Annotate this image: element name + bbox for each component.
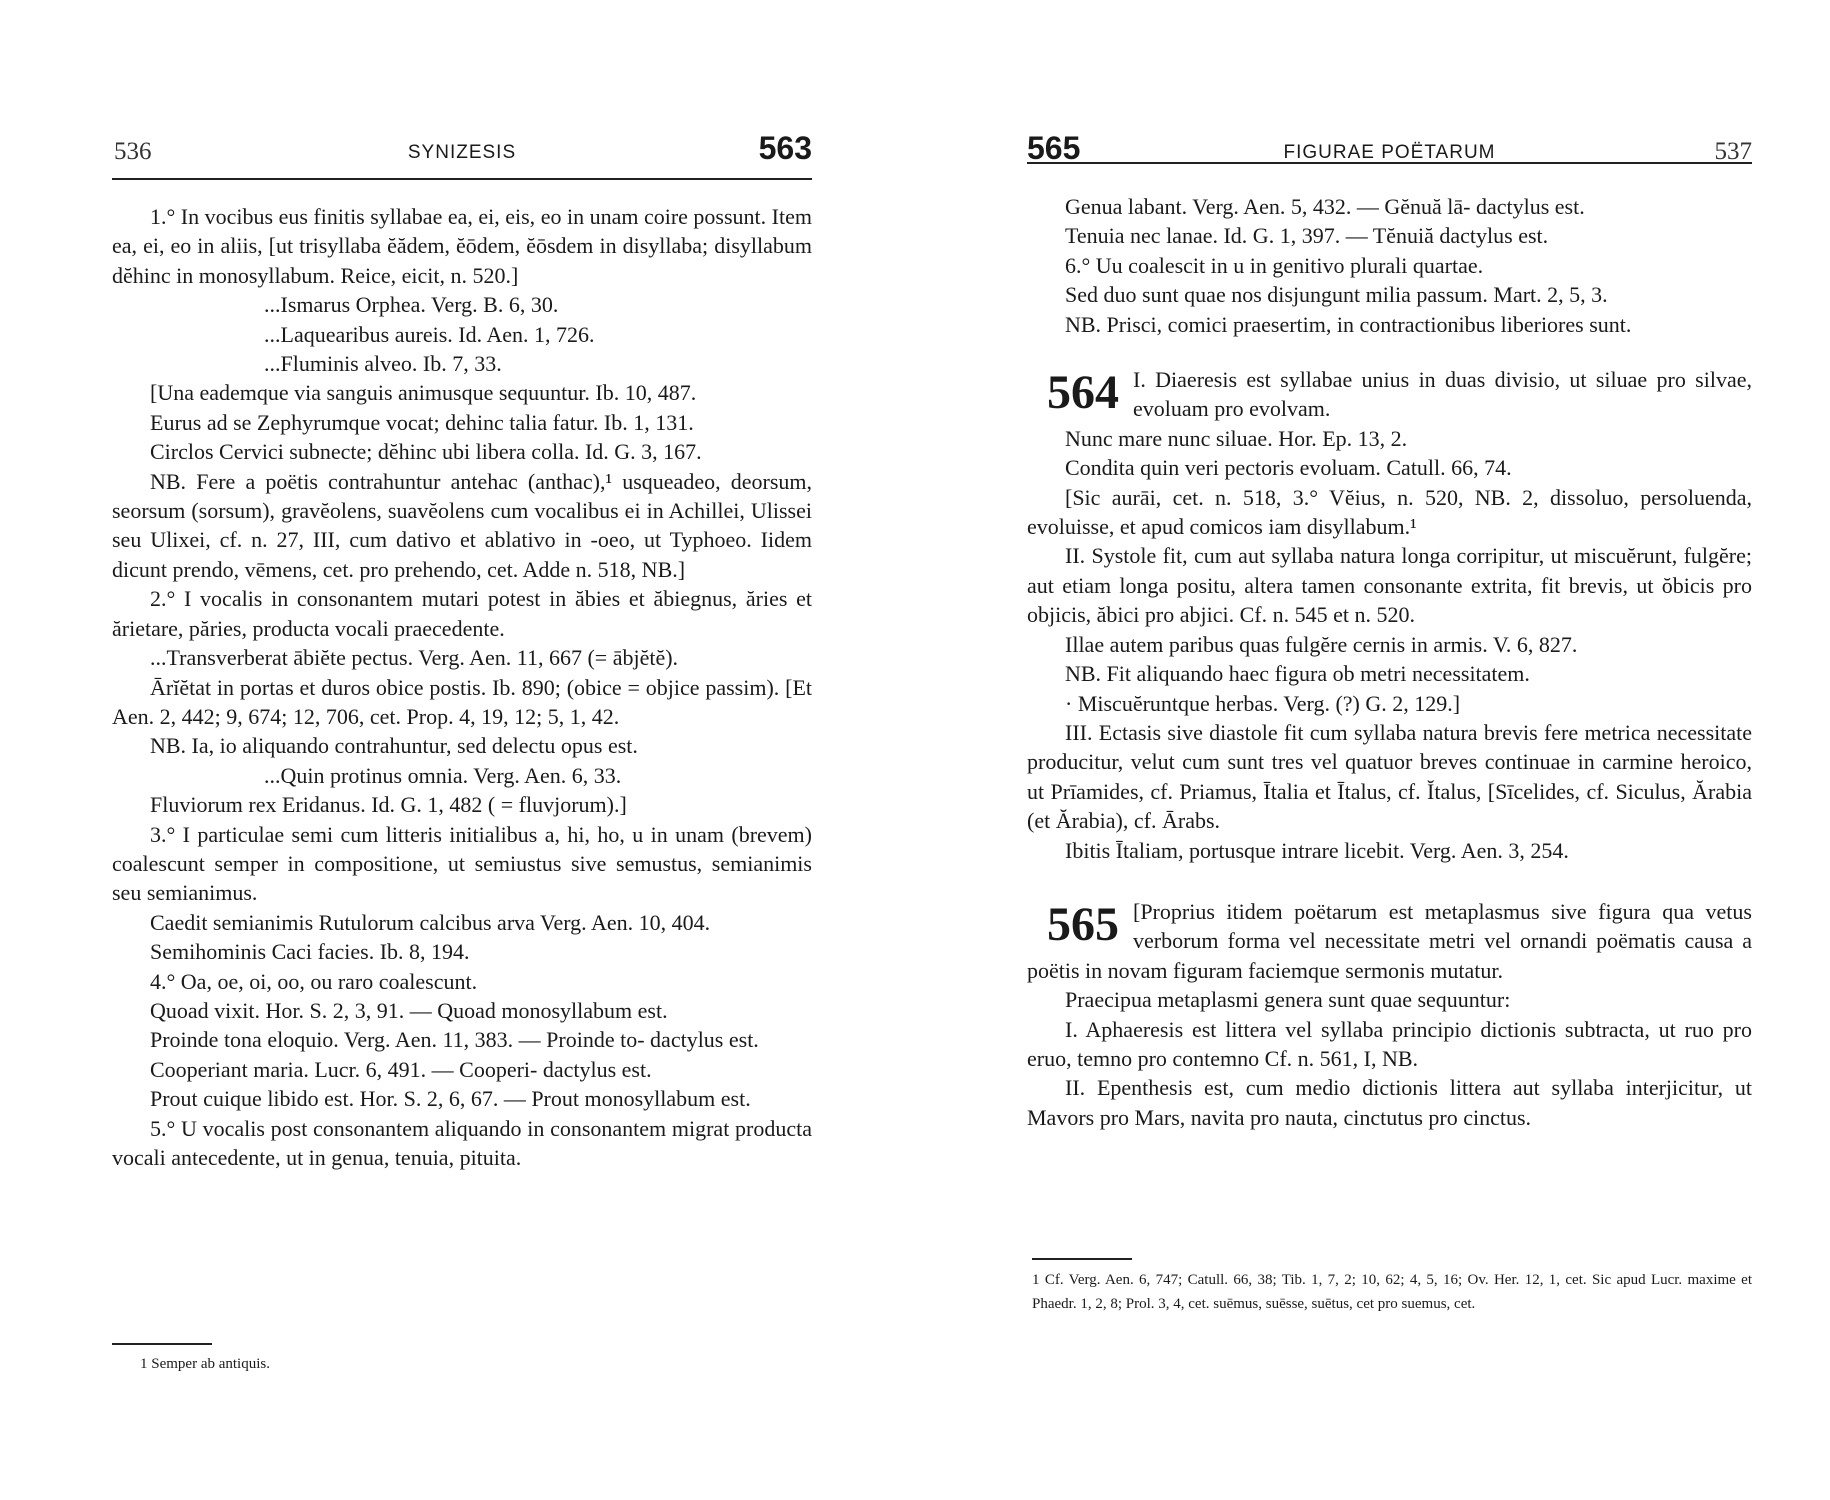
text-line: III. Ectasis sive diastole fit cum syllaba natura brevis fere metrica necessitate producitur, velut cum sunt tres vel quatuor breves continuae in carmine heroico, ut Prīamides, cf. Priamus, Ītalia et Ītalus, cf. Ĭtalus, [Sīcelides, cf. Siculus, Ărabia (et Ărabia), cf. Ārabs. [1027,719,1752,834]
text-line: 1.° In vocibus eus finitis syllabae ea, ei, eis, eo in unam coire possunt. Item ea, ei, eo in aliis, [ut trisyllaba ĕădem, ĕōdem, ĕōsdem in disyllaba; disyllabum dĕhinc in monosyllabum. Reice, eicit, n. 520.] [112,204,812,288]
text-line: Eurus ad se Zephyrumque vocat; dehinc talia fatur. Ib. 1, 131. [150,409,694,435]
right-footnote: 1 Cf. Verg. Aen. 6, 747; Catull. 66, 38; Tib. 1, 7, 2; 10, 62; 4, 5, 16; Ov. Her. 12, 1, cet. Sic apud Lucr. maxime et Phaedr. 1, 2, 8; Prol. 3, 4, cet. suēmus, suēsse, suētus, cet pro suemus, cet. [1032,1272,1752,1312]
text-line: Fluviorum rex Eridanus. Id. G. 1, 482 ( = fluvjorum).] [150,792,627,818]
left-footnote-rule [112,1343,212,1345]
left-running-title: SYNIZESIS [407,142,517,163]
left-body-text [112,202,812,1172]
text-line: · Miscuĕruntque herbas. Verg. (?) G. 2, 129.] [1065,690,1461,716]
text-line: Condita quin veri pectoris evoluam. Catull. 66, 74. [1065,455,1512,481]
text-line: NB. Prisci, comici praesertim, in contractionibus liberiores sunt. [1065,311,1632,337]
right-page-number: 537 [1714,138,1752,165]
text-line: 3.° I particulae semi cum litteris initialibus a, hi, ho, u in unam (brevem) coalescunt semper in compositione, ut semiustus sive semustus, semianimis seu semianimus. [112,821,812,906]
text-line: Sed duo sunt quae nos disjungunt milia passum. Mart. 2, 5, 3. [1065,282,1608,308]
text-line: Caedit semianimis Rutulorum calcibus arva Verg. Aen. 10, 404. [150,909,711,935]
left-section-number: 563 [758,130,812,166]
section-564-number: 564 [1047,366,1119,420]
right-page [915,0,1830,1500]
text-line: Nunc mare nunc siluae. Hor. Ep. 13, 2. [1065,425,1408,451]
section-565-first-para: [Proprius itidem poëtarum est metaplasmus sive figura qua vetus verborum forma vel necessitate metri vel ornandi poëmatis causa a poëtis in novam figuram faciemque sermonis mutatur. [1027,898,1752,983]
text-line: 2.° I vocalis in consonantem mutari potest in ăbies et ăbiegnus, ăries et ărietare, păries, producta vocali praecedente. [112,586,812,641]
text-line: ...Ismarus Orphea. Verg. B. 6, 30. [264,292,559,318]
text-line: NB. Ia, io aliquando contrahuntur, sed delectu opus est. [150,733,638,759]
section-564-first-para: I. Diaeresis est syllabae unius in duas divisio, ut siluae pro silvae, evoluam pro evolvam. [1133,367,1752,422]
text-line: II. Systole fit, cum aut syllaba natura longa corripitur, ut miscuĕrunt, fulgĕre; aut etiam longa positu, altera tamen consonante extrita, fit brevis, ut ŏbicis pro objicis, ăbici pro abjici. Cf. n. 545 et n. 520. [1027,543,1752,628]
left-header-rule [112,178,812,180]
text-line: 4.° Oa, oe, oi, oo, ou raro coalescunt. [150,968,478,994]
text-line: ...Laquearibus aureis. Id. Aen. 1, 726. [264,321,595,347]
right-footnote-rule [1032,1258,1132,1260]
text-line: ...Quin protinus omnia. Verg. Aen. 6, 33. [264,762,622,788]
text-line: Semihominis Caci facies. Ib. 8, 194. [150,939,470,965]
text-line: [Sic aurāi, cet. n. 518, 3.° Vĕius, n. 520, NB. 2, dissoluo, persoluenda, evoluisse, et apud comicos iam disyllabum.¹ [1027,484,1752,540]
text-line: 5.° U vocalis post consonantem aliquando in consonantem migrat producta vocali antecedente, ut in genua, tenuia, pituita. [112,1115,812,1170]
right-body-text [1027,192,1752,1132]
text-line: Illae autem paribus quas fulgĕre cernis in armis. V. 6, 827. [1065,631,1578,657]
left-footnote: 1 Semper ab antiquis. [140,1356,270,1372]
text-line: Circlos Cervici subnecte; dĕhinc ubi libera colla. Id. G. 3, 167. [150,439,702,465]
text-line: Quoad vixit. Hor. S. 2, 3, 91. — Quoad monosyllabum est. [150,997,668,1023]
text-line: ...Fluminis alveo. Ib. 7, 33. [264,351,502,377]
text-line: Ārĭĕtat in portas et duros obice postis. Ib. 890; (obice = objice passim). [Et Aen. 2, 442; 9, 674; 12, 706, cet. Prop. 4, 19, 12; 5, 1, 42. [112,674,812,729]
section-565-number: 565 [1047,897,1119,951]
text-line: NB. Fit aliquando haec figura ob metri necessitatem. [1065,661,1530,687]
right-page-header [1027,128,1752,178]
right-section-number: 565 [1027,130,1081,166]
section-564 [1027,365,1752,865]
left-page-number: 536 [114,138,152,165]
text-line: 6.° Uu coalescit in u in genitivo plurali quartae. [1065,252,1484,278]
text-line: [Una eademque via sanguis animusque sequuntur. Ib. 10, 487. [150,380,697,406]
right-running-title: FIGURAE POËTARUM [1283,142,1496,163]
left-page-header [112,128,812,178]
text-line: Ibitis Ītaliam, portusque intrare licebit. Verg. Aen. 3, 254. [1065,837,1569,863]
right-header-rule [1027,162,1752,164]
text-line: Genua labant. Verg. Aen. 5, 432. — Gĕnuă lā- dactylus est. [1065,194,1585,219]
text-line: Cooperiant maria. Lucr. 6, 491. — Cooperi- dactylus est. [150,1056,652,1082]
text-line: Praecipua metaplasmi genera sunt quae sequuntur: [1065,987,1511,1013]
text-line: ...Transverberat ābiĕte pectus. Verg. Aen. 11, 667 (= ābjĕtĕ). [150,645,679,671]
text-line: NB. Fere a poëtis contrahuntur antehac (anthac),¹ usqueadeo, deorsum, seorsum (sorsum), gravĕolens, suavĕolens cum vocalibus ei in Achillei, Ulissei seu Ulixei, cf. n. 27, III, cum dativo et ablativo in -oeo, ut Typhoeo. Iidem dicunt prendo, vēmens, cet. pro prehendo, cet. Adde n. 518, NB.] [112,468,812,582]
text-line: Prout cuique libido est. Hor. S. 2, 6, 67. — Prout monosyllabum est. [150,1086,751,1112]
section-565 [1027,897,1752,1132]
text-line: Tenuia nec lanae. Id. G. 1, 397. — Tĕnuiă dactylus est. [1065,223,1549,249]
text-line: Proinde tona eloquio. Verg. Aen. 11, 383. — Proinde to- dactylus est. [150,1027,759,1053]
text-line: I. Aphaeresis est littera vel syllaba principio dictionis subtracta, ut ruo pro eruo, temno pro contemno Cf. n. 561, I, NB. [1027,1016,1752,1071]
text-line: II. Epenthesis est, cum medio dictionis littera aut syllaba interjicitur, ut Mavors pro Mars, navita pro nauta, cinctutus pro cinctus. [1027,1075,1752,1130]
